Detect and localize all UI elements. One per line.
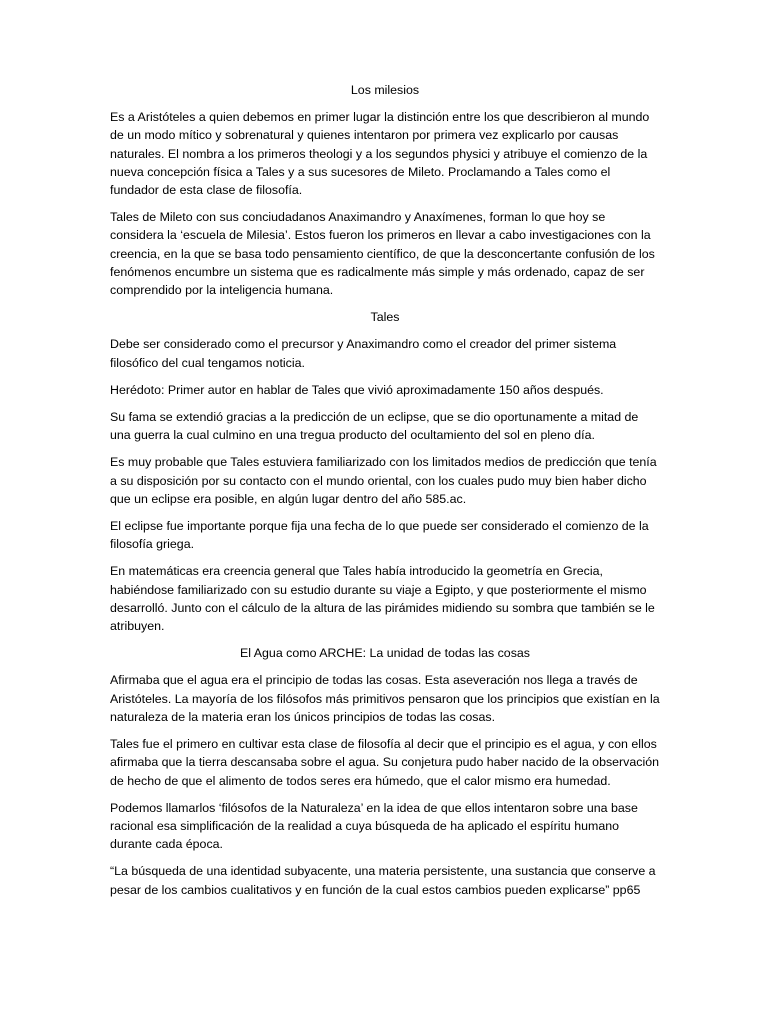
document-page	[110, 81, 660, 908]
tales-paragraph: Debe ser considerado como el precursor y Anaximandro como el creador del primer sistema filosófico del cual tengamos noticia.	[110, 337, 617, 370]
tales-paragraph: Herédoto: Primer autor en hablar de Tales que vivió aproximadamente 150 años después.	[110, 382, 604, 397]
agua-paragraph: Tales fue el primero en cultivar esta clase de filosofía al decir que el principio es el agua, y con ellos afirmaba que la tierra descansaba sobre el agua. Su conjetura pudo haber nacido de la observación de hecho de que el alimento de todos seres era húmedo, que el calor mismo era humedad.	[110, 737, 659, 788]
tales-paragraph: Su fama se extendió gracias a la predicción de un eclipse, que se dio oportunamente a mitad de una guerra la cual culmino en una tregua producto del ocultamiento del sol en pleno día.	[110, 410, 639, 443]
tales-paragraph: Es muy probable que Tales estuviera familiarizado con los limitados medios de predicción que tenía a su disposición por su contacto con el mundo oriental, con los cuales pudo muy bien haber dicho que un eclipse era posible, en algún lugar dentro del año 585.ac.	[110, 455, 657, 506]
intro-paragraph: Es a Aristóteles a quien debemos en primer lugar la distinción entre los que describieron al mundo de un modo mítico y sobrenatural y quienes intentaron por primera vez explicarlo por causas naturales. El nombra a los primeros theologi y a los segundos physici y atribuye el comienzo de la nueva concepción física a Tales y a sus sucesores de Mileto. Proclamando a Tales como el fundador de esta clase de filosofía.	[110, 110, 650, 198]
section-heading-agua: El Agua como ARCHE: La unidad de todas las cosas	[240, 646, 530, 661]
document-title: Los milesios	[350, 83, 420, 97]
tales-paragraph: El eclipse fue importante porque fija una fecha de lo que puede ser considerado el comienzo de la filosofía griega.	[110, 519, 649, 552]
quote-paragraph: “La búsqueda de una identidad subyacente, una materia persistente, una sustancia que conserve a pesar de los cambios cualitativos y en función de la cual estos cambios pueden explicarse” pp65	[110, 864, 656, 897]
tales-paragraph: En matemáticas era creencia general que Tales había introducido la geometría en Grecia, habiéndose familiarizado con su estudio durante su viaje a Egipto, y que posteriormente el mismo desarrolló. Junto con el cálculo de la altura de las pirámides midiendo su sombra que también se le atribuyen.	[110, 564, 655, 634]
agua-paragraph: Afirmaba que el agua era el principio de todas las cosas. Esta aseveración nos llega a través de Aristóteles. La mayoría de los filósofos más primitivos pensaron que los principios que existían en la naturaleza de la materia eran los únicos principios de todas las cosas.	[110, 673, 660, 724]
agua-paragraph: Podemos llamarlos ‘filósofos de la Naturaleza’ en la idea de que ellos intentaron sobre una base racional esa simplificación de la realidad a cuya búsqueda de ha aplicado el espíritu humano durante cada época.	[110, 800, 638, 852]
intro-paragraph: Tales de Mileto con sus conciudadanos Anaximandro y Anaxímenes, forman lo que hoy se considera la ‘escuela de Milesia’. Estos fueron los primeros en llevar a cabo investigaciones con la creencia, en la que se basa todo pensamiento científico, de que la desconcertante confusión de los fenómenos encumbre un sistema que es radicalmente más simple y más ordenado, capaz de ser comprendido por la inteligencia humana.	[110, 210, 655, 298]
section-heading-tales: Tales	[370, 310, 400, 325]
